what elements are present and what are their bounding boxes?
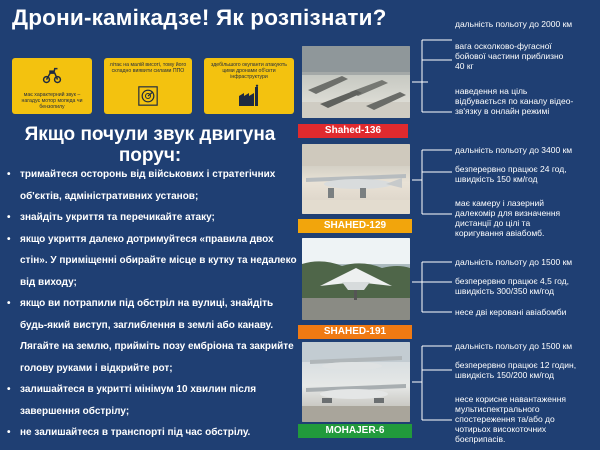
factory-icon <box>237 84 261 108</box>
drone-photo-shahed-191 <box>302 238 410 320</box>
warning-text: літає на малій висоті, тому його складно виявити силами ППО <box>109 62 187 74</box>
drone-label-shahed-191: SHAHED-191 <box>298 325 412 339</box>
page-title: Дрони-камікадзе! Як розпізнати? <box>12 5 387 30</box>
radar-icon <box>138 86 158 106</box>
spec-range: дальність польоту до 1500 км <box>455 257 573 267</box>
drone-photo-shahed-136 <box>302 46 410 118</box>
drone-photo-shahed-129 <box>302 144 410 214</box>
advice-list <box>4 164 300 444</box>
moped-icon <box>41 64 63 86</box>
advice-heading: Якщо почули звук двигуна поруч: <box>24 124 276 166</box>
spec-range: дальність польоту до 3400 км <box>455 145 573 155</box>
drone-photo-mohajer-6 <box>302 342 410 422</box>
spec-endurance: безперервно працює 4,5 год, швидкість 300/350 км/год <box>455 276 569 296</box>
spec-range: дальність польоту до 2000 км <box>455 19 573 29</box>
list-item: • якщо укриття далеко дотримуйтеся «правила двох стін». У приміщенні обирайте місце в кутку та недалеко від виходу; <box>7 233 297 288</box>
warning-text: здебільшого окупанти атакують цими дронами об'єкти інфраструктури <box>211 62 287 80</box>
warning-card-sound <box>12 58 92 114</box>
warning-card-altitude <box>104 58 192 114</box>
warning-card-infrastructure <box>204 58 294 114</box>
warning-text: має характерний звук – нагадує мотор мопеда чи бензопилу <box>21 92 83 110</box>
spec-payload: несе корисне навантаження мультиспектрального спостереження та/або до чотирьох високоточних боєприпасів. <box>455 394 567 444</box>
drone-label-shahed-136: Shahed-136 <box>298 124 408 138</box>
spec-endurance: безперервно працює 24 год, швидкість 150 км/год <box>455 164 567 184</box>
spec-payload: несе дві керовані авіабомби <box>455 307 567 317</box>
spec-range: дальність польоту до 1500 км <box>455 341 573 351</box>
spec-endurance: безперервно працює 12 годин, швидкість 150/200 км/год <box>455 360 577 380</box>
spec-guidance: наведення на ціль відбувається по каналу відео-зв'язку в онлайн режимі <box>455 86 574 116</box>
spec-warhead: вага осколково-фугасної бойової частини приблизно 40 кг <box>455 41 564 71</box>
drone-label-shahed-129: SHAHED-129 <box>298 219 412 233</box>
list-item: • знайдіть укриття та перечикайте атаку; <box>7 212 215 223</box>
list-item: • залишайтеся в укритті мінімум 10 хвилин після завершення обстрілу; <box>7 384 257 417</box>
list-item: • не залишайтеся в транспорті під час обстрілу. <box>7 427 251 438</box>
list-item: • якщо ви потрапили під обстріл на вулиці, знайдіть будь-який виступ, заглиблення в землі або канаву. Лягайте на землю, прийміть позу ембріона та закрийте голову руками і відкрийте рот; <box>7 298 294 374</box>
drone-label-mohajer-6: MOHAJER-6 <box>298 424 412 438</box>
spec-payload: має камеру і лазерний далекомір для визначення дистанції до цілі та коригування авіабомб. <box>455 198 561 238</box>
list-item: • тримайтеся осторонь від військових і стратегічних об'єктів, адміністративних установ; <box>7 169 276 202</box>
